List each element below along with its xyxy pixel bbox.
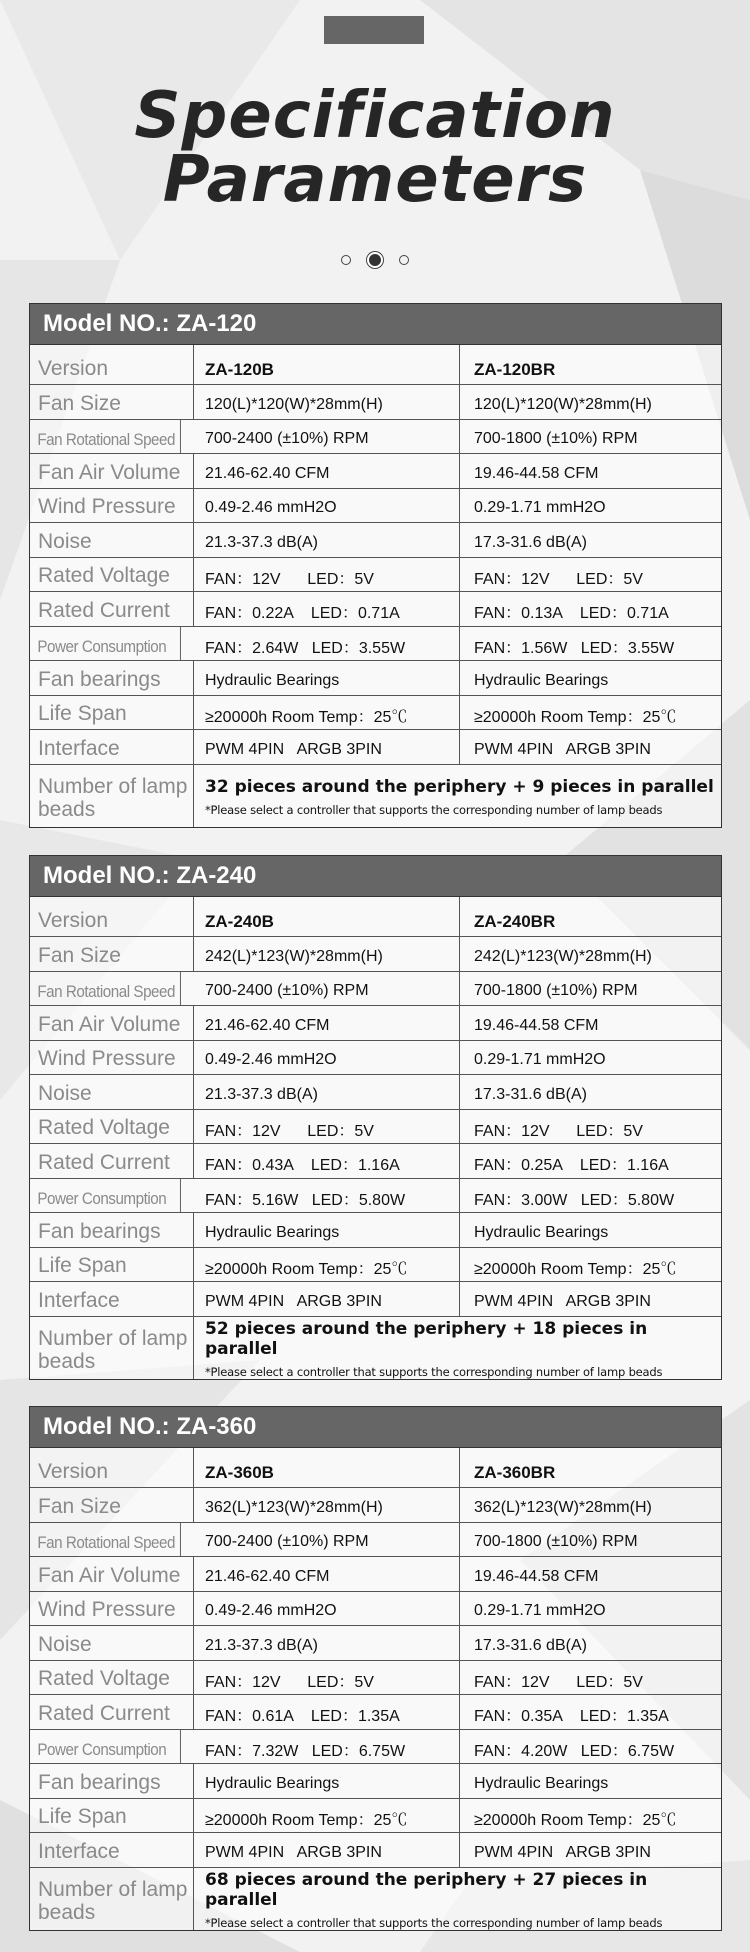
rated-current-b: FAN：0.43A LED：1.16A	[194, 1144, 460, 1178]
wind-pressure-b: 0.49-2.46 mmH2O	[194, 1041, 460, 1075]
rotational-speed-b: 700-2400 (±10%) RPM	[194, 420, 460, 454]
life-span-br: ≥20000h Room Temp：25℃	[474, 1811, 677, 1829]
label-fan-bearings: Fan bearings	[30, 1764, 194, 1798]
rated-current-br: FAN：0.35A LED：1.35A	[474, 1708, 669, 1726]
rotational-speed-b: 700-2400 (±10%) RPM	[194, 972, 460, 1006]
rotational-speed-br: 700-1800 (±10%) RPM	[474, 1533, 638, 1551]
fan-bearings-b: Hydraulic Bearings	[194, 1213, 460, 1247]
row-fan-size	[30, 937, 721, 972]
label-noise: Noise	[30, 523, 194, 557]
row-version	[30, 897, 721, 937]
label-fan-size: Fan Size	[30, 937, 194, 971]
lamp-beads-note: *Please select a controller that supports the corresponding number of lamp beads	[205, 1915, 663, 1930]
label-rated-current: Rated Current	[30, 592, 194, 626]
spec-table-za-240	[29, 855, 722, 1380]
label-air-volume: Fan Air Volume	[30, 1006, 194, 1040]
label-noise: Noise	[30, 1626, 194, 1660]
fan-bearings-b: Hydraulic Bearings	[194, 661, 460, 695]
version-b: ZA-240B	[194, 897, 460, 936]
carousel-dots	[0, 254, 750, 266]
row-fan-bearings	[30, 1764, 721, 1799]
fan-bearings-br: Hydraulic Bearings	[474, 1223, 609, 1241]
label-power-consumption: Power Consumption	[30, 1730, 181, 1764]
row-lamp-beads	[30, 1868, 721, 1930]
power-consumption-b: FAN：7.32W LED：6.75W	[194, 1730, 460, 1764]
title-line-2: Parameters	[162, 143, 588, 217]
row-wind-pressure	[30, 1592, 721, 1627]
row-fan-bearings	[30, 661, 721, 696]
label-wind-pressure: Wind Pressure	[30, 1041, 194, 1075]
lamp-beads-note: *Please select a controller that supports the corresponding number of lamp beads	[205, 802, 663, 817]
air-volume-b: 21.46-62.40 CFM	[194, 454, 460, 488]
lamp-beads-note: *Please select a controller that supports the corresponding number of lamp beads	[205, 1364, 663, 1379]
label-wind-pressure: Wind Pressure	[30, 489, 194, 523]
label-wind-pressure: Wind Pressure	[30, 1592, 194, 1626]
label-fan-bearings: Fan bearings	[30, 661, 194, 695]
label-life-span: Life Span	[30, 696, 194, 730]
label-life-span: Life Span	[30, 1248, 194, 1282]
row-fan-size	[30, 385, 721, 420]
label-interface: Interface	[30, 730, 194, 764]
row-wind-pressure	[30, 489, 721, 524]
noise-br: 17.3-31.6 dB(A)	[474, 1636, 587, 1654]
label-noise: Noise	[30, 1075, 194, 1109]
wind-pressure-b: 0.49-2.46 mmH2O	[194, 489, 460, 523]
air-volume-br: 19.46-44.58 CFM	[474, 1567, 599, 1585]
label-rated-current: Rated Current	[30, 1695, 194, 1729]
wind-pressure-b: 0.49-2.46 mmH2O	[194, 1592, 460, 1626]
row-life-span	[30, 1799, 721, 1834]
label-life-span: Life Span	[30, 1799, 194, 1833]
air-volume-br: 19.46-44.58 CFM	[474, 464, 599, 482]
fan-size-b: 362(L)*123(W)*28mm(H)	[194, 1488, 460, 1522]
label-rotational-speed: Fan Rotational Speed	[30, 972, 181, 1006]
wind-pressure-br: 0.29-1.71 mmH2O	[474, 499, 606, 517]
lamp-beads-count: 68 pieces around the periphery + 27 pieces in parallel	[205, 1869, 648, 1910]
label-interface: Interface	[30, 1833, 194, 1867]
row-rated-voltage	[30, 1661, 721, 1696]
title-line-1: Specification	[134, 79, 616, 153]
row-air-volume	[30, 1006, 721, 1041]
model-header: Model NO.: ZA-240	[30, 856, 721, 897]
row-power-consumption	[30, 1730, 721, 1765]
power-consumption-b: FAN：2.64W LED：3.55W	[194, 627, 460, 661]
power-consumption-b: FAN：5.16W LED：5.80W	[194, 1179, 460, 1213]
row-rated-voltage	[30, 1110, 721, 1145]
life-span-b: ≥20000h Room Temp：25℃	[194, 696, 460, 730]
fan-bearings-br: Hydraulic Bearings	[474, 1774, 609, 1792]
noise-b: 21.3-37.3 dB(A)	[194, 1075, 460, 1109]
lamp-beads-count: 52 pieces around the periphery + 18 pieces in parallel	[205, 1318, 648, 1359]
label-fan-size: Fan Size	[30, 385, 194, 419]
row-rotational-speed	[30, 420, 721, 455]
carousel-dot-2[interactable]	[369, 254, 381, 266]
row-power-consumption	[30, 627, 721, 662]
interface-b: PWM 4PIN ARGB 3PIN	[194, 1282, 460, 1316]
spec-table-za-120	[29, 303, 722, 828]
row-lamp-beads	[30, 1317, 721, 1379]
row-rotational-speed	[30, 972, 721, 1007]
row-fan-size	[30, 1488, 721, 1523]
lamp-beads-count: 32 pieces around the periphery + 9 pieces in parallel	[205, 776, 714, 797]
life-span-br: ≥20000h Room Temp：25℃	[474, 1260, 677, 1278]
label-power-consumption: Power Consumption	[30, 627, 181, 661]
row-version	[30, 1448, 721, 1488]
label-power-consumption: Power Consumption	[30, 1179, 181, 1213]
row-interface	[30, 730, 721, 765]
rated-voltage-b: FAN：12V LED：5V	[194, 1110, 460, 1144]
power-consumption-br: FAN：4.20W LED：6.75W	[474, 1742, 675, 1760]
row-air-volume	[30, 1557, 721, 1592]
row-noise	[30, 1075, 721, 1110]
label-air-volume: Fan Air Volume	[30, 454, 194, 488]
row-rated-current	[30, 1695, 721, 1730]
lamp-beads-cell	[194, 765, 721, 827]
row-version	[30, 345, 721, 385]
interface-br: PWM 4PIN ARGB 3PIN	[474, 1292, 651, 1310]
power-consumption-br: FAN：3.00W LED：5.80W	[474, 1191, 675, 1209]
rated-voltage-b: FAN：12V LED：5V	[194, 1661, 460, 1695]
label-fan-size: Fan Size	[30, 1488, 194, 1522]
power-consumption-br: FAN：1.56W LED：3.55W	[474, 639, 675, 657]
life-span-b: ≥20000h Room Temp：25℃	[194, 1799, 460, 1833]
fan-bearings-br: Hydraulic Bearings	[474, 671, 609, 689]
wind-pressure-br: 0.29-1.71 mmH2O	[474, 1051, 606, 1069]
version-b: ZA-120B	[194, 345, 460, 384]
fan-size-br: 120(L)*120(W)*28mm(H)	[474, 395, 652, 413]
noise-b: 21.3-37.3 dB(A)	[194, 523, 460, 557]
rotational-speed-br: 700-1800 (±10%) RPM	[474, 430, 638, 448]
row-interface	[30, 1833, 721, 1868]
air-volume-br: 19.46-44.58 CFM	[474, 1016, 599, 1034]
life-span-br: ≥20000h Room Temp：25℃	[474, 708, 677, 726]
row-noise	[30, 1626, 721, 1661]
air-volume-b: 21.46-62.40 CFM	[194, 1006, 460, 1040]
row-wind-pressure	[30, 1041, 721, 1076]
label-rotational-speed: Fan Rotational Speed	[30, 420, 181, 454]
row-lamp-beads	[30, 765, 721, 827]
label-lamp-beads: Number of lamp beads	[30, 1868, 194, 1930]
rated-voltage-br: FAN：12V LED：5V	[474, 570, 643, 588]
interface-b: PWM 4PIN ARGB 3PIN	[194, 1833, 460, 1867]
row-life-span	[30, 696, 721, 731]
noise-br: 17.3-31.6 dB(A)	[474, 1085, 587, 1103]
label-air-volume: Fan Air Volume	[30, 1557, 194, 1591]
label-version: Version	[30, 1448, 194, 1487]
version-b: ZA-360B	[194, 1448, 460, 1487]
row-rated-current	[30, 1144, 721, 1179]
carousel-dot-1[interactable]	[341, 255, 351, 265]
label-interface: Interface	[30, 1282, 194, 1316]
label-rated-voltage: Rated Voltage	[30, 1661, 194, 1695]
fan-size-b: 242(L)*123(W)*28mm(H)	[194, 937, 460, 971]
label-lamp-beads: Number of lamp beads	[30, 1317, 194, 1379]
life-span-b: ≥20000h Room Temp：25℃	[194, 1248, 460, 1282]
label-lamp-beads: Number of lamp beads	[30, 765, 194, 827]
label-rated-voltage: Rated Voltage	[30, 1110, 194, 1144]
row-power-consumption	[30, 1179, 721, 1214]
noise-br: 17.3-31.6 dB(A)	[474, 533, 587, 551]
label-version: Version	[30, 897, 194, 936]
row-noise	[30, 523, 721, 558]
rated-current-br: FAN：0.25A LED：1.16A	[474, 1157, 669, 1175]
version-br: ZA-240BR	[474, 911, 556, 931]
label-version: Version	[30, 345, 194, 384]
fan-bearings-b: Hydraulic Bearings	[194, 1764, 460, 1798]
carousel-dot-3[interactable]	[399, 255, 409, 265]
rotational-speed-br: 700-1800 (±10%) RPM	[474, 982, 638, 1000]
interface-b: PWM 4PIN ARGB 3PIN	[194, 730, 460, 764]
version-br: ZA-360BR	[474, 1462, 556, 1482]
row-rated-voltage	[30, 558, 721, 593]
rated-current-b: FAN：0.22A LED：0.71A	[194, 592, 460, 626]
rated-current-br: FAN：0.13A LED：0.71A	[474, 605, 669, 623]
rated-current-b: FAN：0.61A LED：1.35A	[194, 1695, 460, 1729]
air-volume-b: 21.46-62.40 CFM	[194, 1557, 460, 1591]
fan-size-br: 242(L)*123(W)*28mm(H)	[474, 947, 652, 965]
lamp-beads-cell	[194, 1317, 721, 1379]
spec-table-za-360	[29, 1406, 722, 1931]
rated-voltage-br: FAN：12V LED：5V	[474, 1673, 643, 1691]
version-br: ZA-120BR	[474, 359, 556, 379]
rated-voltage-br: FAN：12V LED：5V	[474, 1122, 643, 1140]
wind-pressure-br: 0.29-1.71 mmH2O	[474, 1602, 606, 1620]
page-title	[0, 79, 750, 217]
row-rated-current	[30, 592, 721, 627]
model-header: Model NO.: ZA-360	[30, 1407, 721, 1448]
model-header: Model NO.: ZA-120	[30, 304, 721, 345]
top-tab-decoration	[324, 16, 424, 44]
lamp-beads-cell	[194, 1868, 721, 1930]
fan-size-br: 362(L)*123(W)*28mm(H)	[474, 1498, 652, 1516]
row-life-span	[30, 1248, 721, 1283]
row-air-volume	[30, 454, 721, 489]
noise-b: 21.3-37.3 dB(A)	[194, 1626, 460, 1660]
label-rated-voltage: Rated Voltage	[30, 558, 194, 592]
row-interface	[30, 1282, 721, 1317]
row-rotational-speed	[30, 1523, 721, 1558]
interface-br: PWM 4PIN ARGB 3PIN	[474, 740, 651, 758]
row-fan-bearings	[30, 1213, 721, 1248]
fan-size-b: 120(L)*120(W)*28mm(H)	[194, 385, 460, 419]
label-fan-bearings: Fan bearings	[30, 1213, 194, 1247]
label-rotational-speed: Fan Rotational Speed	[30, 1523, 181, 1557]
label-rated-current: Rated Current	[30, 1144, 194, 1178]
interface-br: PWM 4PIN ARGB 3PIN	[474, 1843, 651, 1861]
rotational-speed-b: 700-2400 (±10%) RPM	[194, 1523, 460, 1557]
rated-voltage-b: FAN：12V LED：5V	[194, 558, 460, 592]
